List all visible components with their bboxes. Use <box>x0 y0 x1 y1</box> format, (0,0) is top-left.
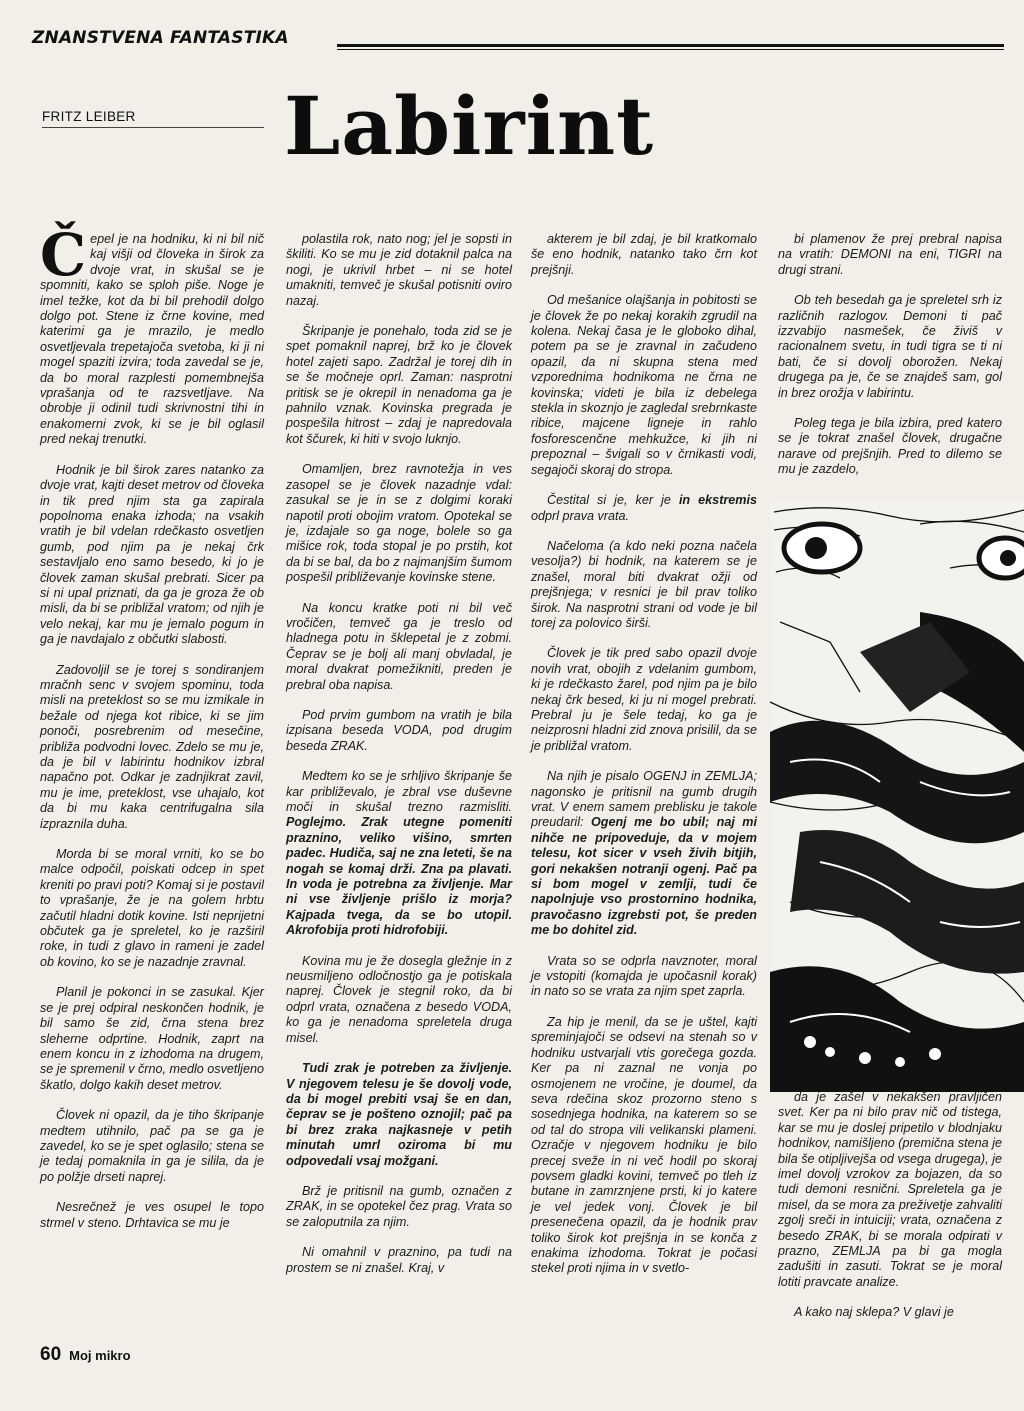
article-column-2 <box>286 232 512 1291</box>
author-rule <box>42 127 264 128</box>
paragraph: Načeloma (a kdo neki pozna načela vesolja?) bi hodnik, na katerem se je znašel, moral biti dvakrat ožji od prejšnjega; v resnici je bil prav toliko širok. Na nasprotni strani od vode je bil torej za polovico širši. <box>531 538 757 630</box>
paragraph: Tudi zrak je potreben za življenje. V njegovem telesu je še dovolj vode, da bi mogel prebiti vsaj še en dan, čeprav se je pošteno oznojil; pač pa bi brez zraka najkasneje v petih minutah umrl oziroma bi mu odpovedali vsaj možgani. <box>286 1061 512 1168</box>
page-footer <box>40 1344 131 1366</box>
article-title: Labirint <box>284 79 655 173</box>
paragraph: Ob teh besedah ga je spreletel srh iz različnih razlogov. Demoni ti pač izzvabijo nasmešek, če živiš v racionalnem svetu, in tudi tigra se ti ni bati, če si dovolj oborožen. Nekaj drugega pa je, če se znajdeš sam, gol in brez orožja v labirintu. <box>778 293 1002 400</box>
paragraph: da je zašel v nekakšen pravljičen svet. Ker pa ni bilo prav nič od tistega, kar se mu je doslej pripetilo v blodnjaku hodnikov, namišljeno (premična stena je bila še otipljivejša od vsega drugega), je imel dovolj vzrokov za bojazen, da so tudi demoni resnični. Spreletela ga je misel, da se mora za preživetje zahvaliti zgolj sreči in intuiciji; vrata, označena z besedo ZRAK, bi se morala odpirati v prazno, ZEMLJA pa bi ga mogla zadušiti in zasuti. Tokrat se je moral lotiti pravcate analize. <box>778 1090 1002 1289</box>
paragraph: Poleg tega je bila izbira, pred katero se je tokrat znašel človek, drugačne narave od prejšnjih. Pred to dilemo se mu je zazdelo, <box>778 416 1002 477</box>
magazine-name: Moj mikro <box>69 1348 131 1363</box>
paragraph: Za hip je menil, da se je uštel, kajti spreminjajoči se odsevi na stenah so v hodniku ustvarjali vtis gorečega gozda. Ker pa ni zaznal ne vonja po osmojenem ne vročine, je doumel, da seva rdečina skoz prozorno steno s sosednjega hodnika, na katerem so se od tal do stropa vili velikanski plameni. Ozračje v njegovem hodniku je bilo precej sveže in ni več hodil po skoraj povsem gladki kovini, temveč po tleh iz butane in zamrznjene prsti, ki jo katere je vel jedek vonj. Človek je bil presenečena opazil, da je hodnik prav toliko širok kot prejšnja in se konča z enakima izhodoma. Tokrat je počasi stekel proti njima in v svetlo- <box>531 1014 757 1276</box>
paragraph: Čepel je na hodniku, ki ni bil nič kaj višji od človeka in širok za dvoje vrat, in skušal se je spomniti, kako se sploh piše. Noge je imel težke, kot da bi bil prehodil dolgo dolgo pot. Stene iz črne kovine, med katerimi ga je mrazilo, je medlo osvetljevala trepetajoča svetoba, ki ji ni mogel spaziti izvira; toda zavedal se je, da bo moral razplesti pomembnejša vprašanja od te razsvetljave. Na obrobje ji odinil tudi skrivnostni tihi in enakomerni zvok, ki se je bil oglasil pred nekaj trenutki. <box>40 221 264 447</box>
paragraph: Na koncu kratke poti ni bil več vročičen, temveč ga je treslo od hladnega potu in šklepetal je z zobmi. Čeprav se je bolj ali manj obvladal, je moral dvakrat pomežikniti, preden je prebral oba napisa. <box>286 600 512 692</box>
paragraph: Kovina mu je že dosegla gležnje in z neusmiljeno odločnostjo ga je potiskala naprej. Človek je stegnil roko, da bi odprl vrata, označena z besedo VODA, ko ga je nenadoma spreletela druga misel. <box>286 953 512 1045</box>
header-rule-thin <box>337 49 1004 50</box>
paragraph: bi plamenov že prej prebral napisa na vratih: DEMONI na eni, TIGRI na drugi strani. <box>778 232 1002 277</box>
paragraph: Čestital si je, ker je in ekstremis odprl prava vrata. <box>531 493 757 523</box>
paragraph: Omamljen, brez ravnotežja in ves zasopel se je človek nazadnje vdal: zasukal se je in se z dolgimi koraki napotil proti obojim vratom. Opotekal se je, izdajale so ga noge, bolele so ga mišice rok, toda stopal je po prstih, kot da bi se bal, da bo z najmanjšim šumom pospešil približevanje kovinske stene. <box>286 462 512 585</box>
paragraph: Planil je pokonci in se zasukal. Kjer se je prej odpiral neskončen hodnik, je bil samo še zid, črna stena brez sleherne odprtine. Hodnik, zaprt na enem koncu in z izhodoma na drugem, se je spremenil v črno, medlo osvetljeno škatlo, dolgo kakih deset metrov. <box>40 985 264 1092</box>
drop-cap: Č <box>40 221 87 289</box>
section-title: ZNANSTVENA FANTASTIKA <box>32 28 289 48</box>
paragraph: Hodnik je bil širok zares natanko za dvoje vrat, kajti deset metrov od človeka in tik pred njim sta ga zapirala popolnoma enaka izhoda; na vsakih vratih je bil vdelan rdečkasto osvetljen gumb, pod njim pa je nekaj črk sestavljalo eno samo besedo, ki jo je človek zaman skušal prebrati. Sicer pa si ni upal priznati, da ga je groza že ob misli, da bi se približal vratom; od njih je velo nekaj, kar mu je jemalo pogum in ga je navdajalo z občutki slabosti. <box>40 462 264 647</box>
paragraph: Pod prvim gumbom na vratih je bila izpisana beseda VODA, pod drugim beseda ZRAK. <box>286 707 512 753</box>
paragraph: Nesrečnež je ves osupel le topo strmel v steno. Drhtavica se mu je <box>40 1200 264 1230</box>
header-rule <box>337 44 1004 47</box>
paragraph: Človek je tik pred sabo opazil dvoje novih vrat, obojih z vdelanim gumbom, ki je rdečkasto žarel, pod njim pa je bilo nekaj črk besed, ki ju ni mogel prebrati. Prebral ju je šele tedaj, ko ga je neizprosni hladni zid znova prisilil, da se je približal vratom. <box>531 646 757 753</box>
paragraph: Brž je pritisnil na gumb, označen z ZRAK, in se opotekel čez prag. Vrata so se zaloputnila za njim. <box>286 1183 512 1229</box>
paragraph: Vrata so se odprla navznoter, moral je vstopiti (komajda je upočasnil korak) in nato so se vrata za njim spet zaprla. <box>531 953 757 999</box>
paragraph: Človek ni opazil, da je tiho škripanje medtem utihnilo, pač pa se ga je zavedel, ko se je spet oglasilo; stena se je tedaj pomaknila in ga je silila, da je po polžje drseti naprej. <box>40 1108 264 1184</box>
article-column-4-continued <box>778 1090 1002 1336</box>
paragraph: Škripanje je ponehalo, toda zid se je spet pomaknil naprej, brž ko je človek hotel zajeti sapo. Zadržal je torej dih in se še močneje oprl. Zaman: nasprotni pritisk se je okrepil in nenadoma ga je pahnilo vznak. Kovinska pregrada je pospešila hitrost – zdaj je napredovala kot ščurek, ki hiti v svojo luknjo. <box>286 324 512 446</box>
paragraph: Medtem ko se je srhljivo škripanje še kar približevalo, je zbral vse duševne moči in skušal trezno razmisliti. Poglejmo. Zrak utegne pomeniti praznino, veliko višino, smrten padec. Hudiča, saj ne zna leteti, še na nogah se komaj drži. Zna pa plavati. In voda je potrebna za življenje. Mar ni vse življenje prišlo iz morja? Kajpada tvega, da se bo utopil. Akrofobija proti hidrofobiji. <box>286 769 512 938</box>
paragraph: Na njih je pisalo OGENJ in ZEMLJA; nagonsko je pritisnil na gumb drugih vrat. V enem samem preblisku je takole preudaril: Ogenj me bo ubil; naj mi nihče ne pripoveduje, da v mojem telesu, kot sicer v vseh živih bitjih, gori nekakšen notranji ogenj. Pač pa si bom mogel v zemlji, tudi če napolnjuje vso prostornino hodnika, pravočasno izgrebsti pot, še preden me bo dohitel zid. <box>531 769 757 938</box>
article-column-3 <box>531 232 757 1292</box>
paragraph: Ni omahnil v praznino, pa tudi na prostem se ni znašel. Kraj, v <box>286 1245 512 1275</box>
paragraph: Od mešanice olajšanja in pobitosti se je človek že po nekaj korakih zgrudil na kolena. Nekaj časa je le globoko dihal, potem pa se je zravnal in začudeno opazil, da ni skupna stena med vzporednima hodnikoma ne črna ne kovinska; videti je bila iz debelega stekla in skoznjo je zagledal srebrnkaste ribice, majcene ligneje in rahlo fosforescenčne mehkužce, ki jih ni prepoznal – švigali so v črnikasti vodi, segajoči skoraj do stropa. <box>531 293 757 477</box>
article-column-4 <box>778 232 1002 493</box>
page-number: 60 <box>40 1344 62 1365</box>
paragraph: akterem je bil zdaj, je bil kratkomalo še eno hodnik, natanko tako črn kot prejšnji. <box>531 232 757 277</box>
section-header <box>32 24 1004 54</box>
author-name: FRITZ LEIBER <box>42 109 136 124</box>
paragraph: Zadovoljil se je torej s sondiranjem mračnh senc v svojem spominu, toda misli na preteklost so se mu izmikale in bežale od njega kot ribice, ki se jim ponoči, posrebrenim od mesečine, približa podvodni lovec. Zdelo se mu je, da je bil v labirintu hodnikov izbral napačno pot. Odkar je zadnjikrat zavil, mu je ime, preteklost, vse uhajalo, kot da bi mu kaka centrifugalna sila izpraznila duha. <box>40 662 264 831</box>
paragraph: A kako naj sklepa? V glavi je <box>794 1305 954 1320</box>
tiger-illustration <box>770 502 1024 1092</box>
article-column-1 <box>40 221 264 1246</box>
paragraph: polastila rok, nato nog; jel je sopsti in škiliti. Ko se mu je zid dotaknil palca na nogi, je ukrivil hrbet – ni se hotel umakniti, temveč je skušal potisniti oviro nazaj. <box>286 232 512 308</box>
paragraph: Morda bi se moral vrniti, ko se bo malce odpočil, poiskati odcep in spet kreniti po pravi poti? Komaj si je postavil to vprašanje, že je na golem hrbtu začutil hladni dotik kovine. Isti neprijetni občutek ga je spreletel, ko je razširil roke, in tudi z glavo in rameni je zadel ob kovino, ko se je nazadnje zravnal. <box>40 847 264 969</box>
